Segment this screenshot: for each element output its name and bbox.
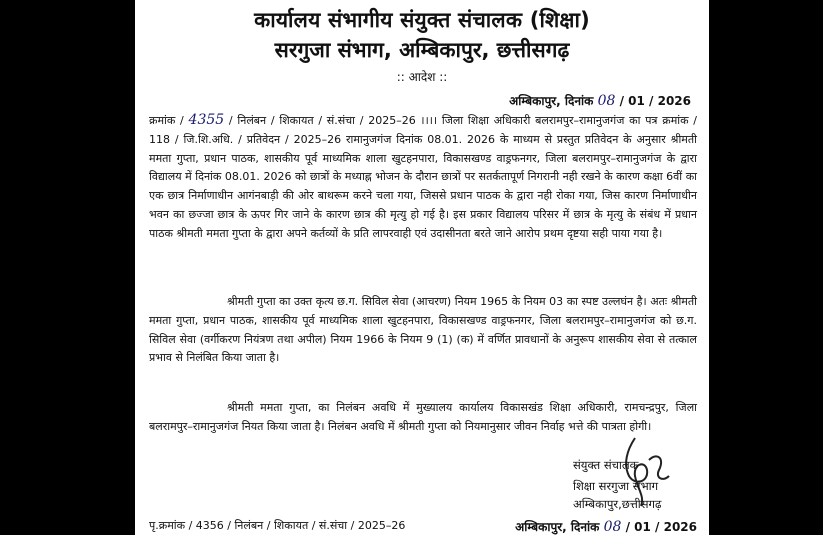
office-title: कार्यालय संभागीय संयुक्त संचालक (शिक्षा): [254, 8, 590, 32]
paragraph-1-text: / निलंबन / शिकायत / सं.संचा / 2025–26 ।।।। जिला शिक्षा अधिकारी बलरामपुर–रामानुजगंज का पत्र क्रमांक / 118 / जि.शि.अधि. / प्रतिवेदन / 2025–26 रामानुजगंज दिनांक 08.01. 2026 के माध्यम से प्रस्तुत प्रतिवेदन के अनुसार श्रीमती ममता गुप्ता, प्रधान पाठक, शासकीय पूर्व माध्यमिक शाला खुटहनपारा, विकासखण्ड वाड्रफनगर, जिला बलरामपुर–रामानुजगंज के द्वारा विद्यालय में दिनांक 08.01. 2026 को छात्रों के मध्याह्न भोजन के दौरान छात्रों पर सतर्कतापूर्ण निगरानी नही रखने के कारण कक्षा 6वीं का एक छात्र निर्माणाधीन आगंनबाड़ी की ओर बाथरूम करने चला गया, जिससे प्रधान पाठक के द्वारा नही रोका गया, जिस कारण निर्माणाधीन भवन का छज्जा छात्र के ऊपर गिर जाने के कारण छात्र की मृत्यु हो गई है। इस प्रकार विद्यालय परिसर में छात्र के मृत्यु के संबंध में प्रधान पाठक श्रीमती ममता गुप्ता के द्वारा अपने कर्तव्यों के प्रति लापरवाही एवं उदासीनता बरते जाने आरोप प्रथम दृष्टया सही पाया गया है।: [149, 114, 698, 240]
date-rest: / 01 / 2026: [619, 94, 691, 108]
order-number-prefix: क्रमांक /: [149, 114, 184, 127]
paragraph-3: श्रीमती ममता गुप्ता, का निलंबन अवधि में मुख्यालय कार्यालय विकासखंड शिक्षा अधिकारी, रामचन्द्रपुर, जिला बलरामपुर–रामानुजगंज नियत किया जाता है। निलंबन अवधि में श्रीमती गुप्ता को नियमानुसार जीवन निर्वाह भत्ते की पात्रता होगी।: [149, 401, 697, 433]
signatory-location: अम्बिकापुर,छत्तीसगढ़: [573, 497, 662, 511]
endorsement-day-handwritten: 08: [603, 519, 622, 535]
paragraph-1: [149, 111, 697, 244]
order-date: [509, 92, 691, 109]
signatory-office: शिक्षा सरगुजा संभाग: [573, 479, 659, 493]
endorsement-date: [515, 518, 697, 535]
date-place: अम्बिकापुर, दिनांक: [509, 94, 594, 108]
endorsement-number: पृ.क्रमांक / 4356 / निलंबन / शिकायत / सं.संचा / 2025–26: [149, 519, 406, 532]
endorsement-line: [149, 518, 709, 533]
order-number-handwritten: 4355: [188, 112, 225, 128]
office-address: सरगुजा संभाग, अम्बिकापुर, छत्तीसगढ़: [274, 38, 570, 62]
endorsement-date-rest: / 01 / 2026: [625, 520, 697, 534]
date-day-handwritten: 08: [597, 93, 616, 109]
signatory-title: संयुक्त संचालक: [573, 458, 639, 472]
paragraph-2: श्रीमती गुप्ता का उक्त कृत्य छ.ग. सिविल सेवा (आचरण) नियम 1965 के नियम 03 का स्पष्ट उल्लघंन है। अतः श्रीमती ममता गुप्ता, प्रधान पाठक, शासकीय पूर्व माध्यमिक शाला खुटहनपारा, विकासखण्ड वाड्रफनगर, जिला बलरामपुर–रामानुजगंज को छ.ग. सिविल सेवा (वर्गीकरण नियंत्रण तथा अपील) नियम 1966 के नियम 9 (1) (क) में वर्णित प्रावधानों के अनुरूप शासकीय सेवा से तत्काल प्रभाव से निलंबित किया जाता है।: [149, 295, 697, 365]
endorsement-date-place: अम्बिकापुर, दिनांक: [515, 520, 600, 534]
order-document: [135, 0, 709, 535]
order-heading: :: आदेश ::: [396, 70, 448, 84]
